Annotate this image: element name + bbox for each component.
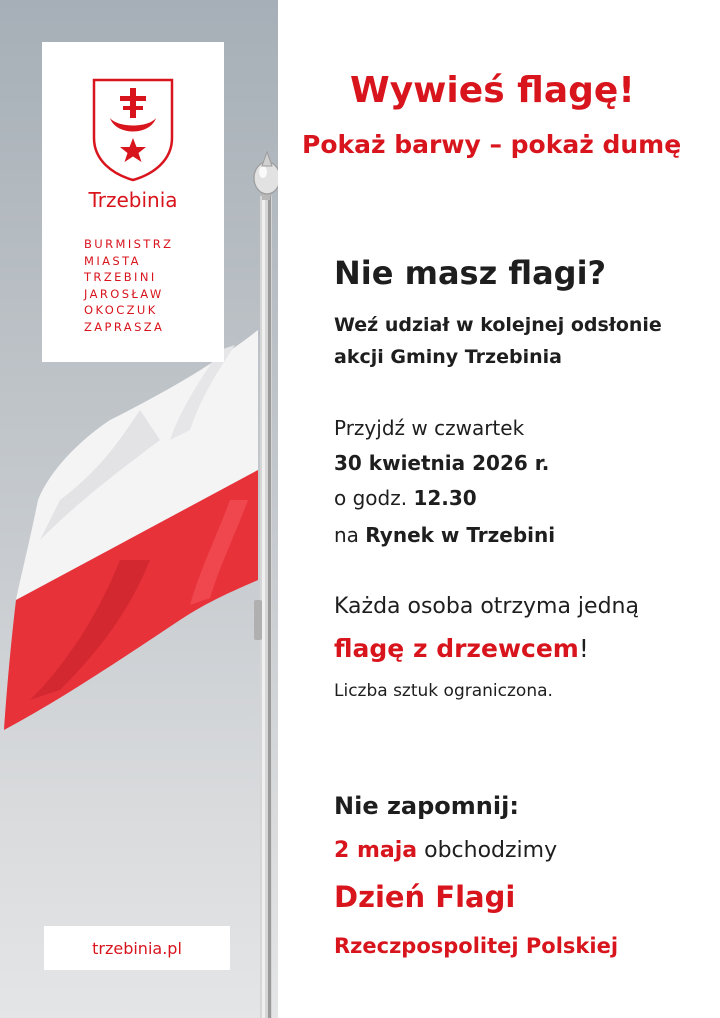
subtitle: Pokaż barwy – pokaż dumę: [302, 130, 682, 159]
question-line-1: Weź udział w kolejnej odsłonie: [334, 314, 662, 336]
invitation-line: TRZEBINI: [84, 270, 157, 284]
holiday-name-1: Dzień Flagi: [334, 880, 516, 914]
invitation-line: OKOCZUK: [84, 303, 158, 317]
invitation-line: MIASTA: [84, 253, 141, 268]
event-date: 30 kwietnia 2026 r.: [334, 451, 550, 475]
reminder-heading: Nie zapomnij:: [334, 792, 519, 820]
event-time-prefix: o godz.: [334, 486, 414, 510]
pole-finial-ball: [254, 162, 278, 194]
holiday-name-2: Rzeczpospolitej Polskiej: [334, 934, 619, 958]
gift-item-line: [334, 634, 589, 663]
reminder-verb: obchodzimy: [417, 838, 558, 863]
question-heading: Nie masz flagi?: [334, 254, 607, 292]
mayor-invitation: [84, 236, 173, 335]
event-time: 12.30: [413, 486, 477, 510]
event-day: Przyjdź w czwartek: [334, 416, 525, 440]
reminder-date-line: [334, 838, 557, 863]
rope-clip: [254, 600, 262, 640]
gift-item: flagę z drzewcem: [334, 634, 579, 663]
coat-of-arms-icon: [88, 76, 178, 182]
gift-item-suffix: !: [578, 634, 589, 663]
main-title: Wywieś flagę!: [350, 70, 635, 111]
city-name: Trzebinia: [88, 188, 178, 212]
invitation-line: ZAPRASZA: [84, 319, 165, 334]
reminder-date: 2 maja: [334, 838, 418, 863]
website-url[interactable]: trzebinia.pl: [92, 938, 182, 958]
logo-panel: [42, 42, 224, 362]
event-place: Rynek w Trzebini: [365, 523, 556, 547]
invitation-line: BURMISTRZ: [84, 237, 174, 251]
website-link[interactable]: [44, 926, 230, 970]
event-time-line: [334, 486, 477, 510]
event-place-prefix: na: [334, 523, 366, 547]
gift-note: Liczba sztuk ograniczona.: [334, 681, 553, 701]
question-line-2: akcji Gminy Trzebinia: [334, 346, 562, 368]
invitation-line: JAROSŁAW: [84, 286, 164, 301]
event-place-line: [334, 523, 555, 547]
gift-line-1: Każda osoba otrzyma jedną: [334, 594, 639, 619]
